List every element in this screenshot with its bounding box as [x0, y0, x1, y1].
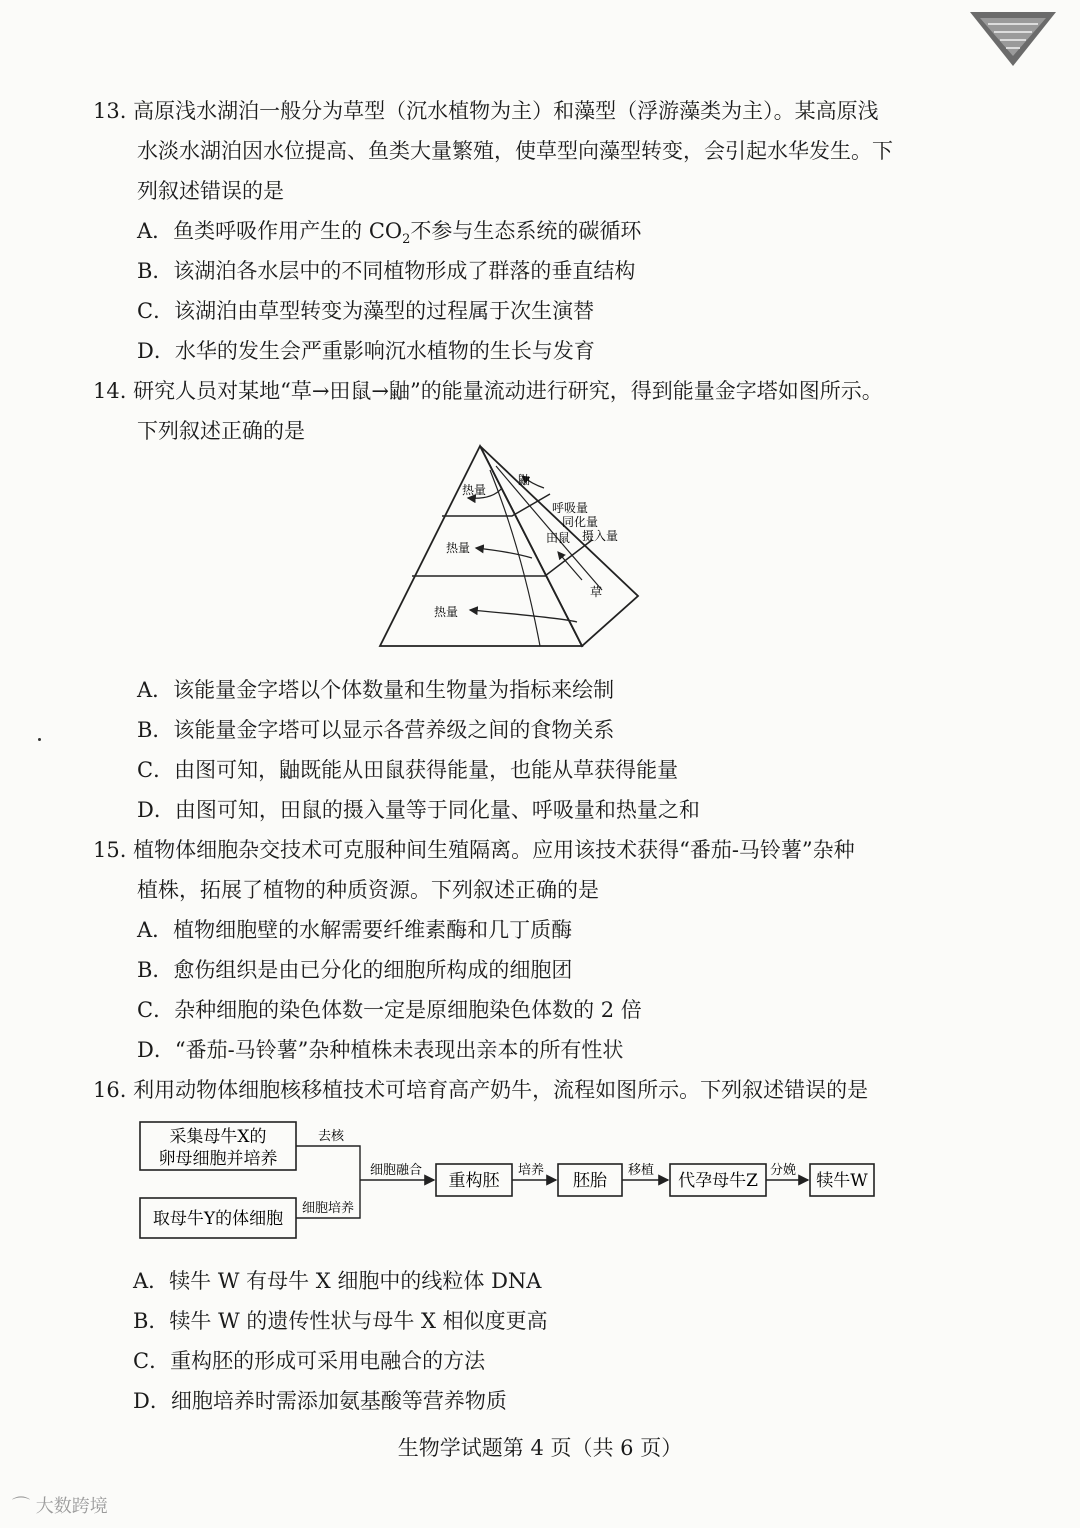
enucleate-label: 去核 — [318, 1129, 345, 1144]
q13-option-d: D．水华的发生会严重影响沉水植物的生长与发育 — [137, 339, 595, 363]
corner-logo — [968, 10, 1058, 70]
embryo-text: 胚胎 — [573, 1171, 607, 1191]
q16-option-a: A．犊牛 W 有母牛 X 细胞中的线粒体 DNA — [133, 1269, 542, 1293]
q13-stem-line2: 水淡水湖泊因水位提高、鱼类大量繁殖，使草型向藻型转变，会引起水华发生。下 — [137, 139, 893, 163]
q15-option-c: C．杂种细胞的染色体数一定是原细胞染色体数的 2 倍 — [137, 998, 642, 1022]
brand-icon: ⌒ — [12, 1496, 30, 1517]
q14-option-a: A．该能量金字塔以个体数量和生物量为指标来绘制 — [137, 678, 615, 702]
brand-watermark: ⌒ 大数跨境 — [12, 1496, 108, 1517]
box2-text: 取母牛Y的体细胞 — [152, 1209, 284, 1229]
cultivate-label: 培养 — [518, 1163, 545, 1178]
q15-number: 15. — [93, 838, 127, 862]
q14-number: 14. — [93, 379, 127, 403]
q14-stem-line1: 14. 研究人员对某地“草→田鼠→鼬”的能量流动进行研究，得到能量金字塔如图所示。 — [93, 376, 883, 406]
stray-dot — [38, 738, 41, 741]
q13-option-a: A．鱼类呼吸作用产生的 $CO_2$不参与生态系统的碳循环 — [137, 219, 642, 248]
transplant-label: 移植 — [628, 1163, 655, 1178]
q14-option-c: C．由图可知，鼬既能从田鼠获得能量，也能从草获得能量 — [137, 758, 679, 782]
intake-label: 摄入量 — [582, 529, 619, 543]
cell-fusion-label: 细胞融合 — [370, 1163, 423, 1178]
q16-stem-line1: 16. 利用动物体细胞核移植技术可培育高产奶牛，流程如图所示。下列叙述错误的是 — [93, 1075, 868, 1105]
weasel-label: 鼬 — [518, 473, 531, 487]
q15-stem-line1: 15. 植物体细胞杂交技术可克服种间生殖隔离。应用该技术获得“番茄-马铃薯”杂种 — [93, 835, 855, 865]
reconstructed-embryo-text: 重构胚 — [448, 1171, 500, 1191]
page-footer: 生物学试题第 4 页（共 6 页） — [397, 1436, 683, 1460]
energy-pyramid-figure — [372, 440, 644, 654]
q13-number: 13. — [93, 99, 127, 123]
q15-option-d: D．“番茄-马铃薯”杂种植株未表现出亲本的所有性状 — [137, 1038, 624, 1062]
q13-option-c: C．该湖泊由草型转变为藻型的过程属于次生演替 — [137, 299, 595, 323]
vole-label: 田鼠 — [546, 531, 571, 545]
heat-label-bottom: 热量 — [434, 605, 459, 619]
q13-stem-line3: 列叙述错误的是 — [137, 179, 284, 203]
q14-stem-line2: 下列叙述正确的是 — [137, 419, 305, 443]
q16-option-c: C．重构胚的形成可采用电融合的方法 — [133, 1349, 486, 1373]
q15-option-a: A．植物细胞壁的水解需要纤维素酶和几丁质酶 — [137, 918, 573, 942]
heat-label-top: 热量 — [462, 483, 487, 497]
q16-option-d: D．细胞培养时需添加氨基酸等营养物质 — [133, 1389, 507, 1413]
box1-text-line2: 卵母细胞并培养 — [158, 1149, 278, 1169]
q13-stem-line1: 13. 高原浅水湖泊一般分为草型（沉水植物为主）和藻型（浮游藻类为主）。某高原浅 — [93, 96, 879, 126]
nuclear-transfer-flowchart — [130, 1118, 880, 1248]
grass-label: 草 — [590, 585, 603, 599]
calf-text: 犊牛W — [816, 1171, 868, 1191]
q15-option-b: B．愈伤组织是由已分化的细胞所构成的细胞团 — [137, 958, 573, 982]
assimilation-label: 同化量 — [562, 515, 599, 529]
birth-label: 分娩 — [770, 1163, 797, 1178]
q13-option-b: B．该湖泊各水层中的不同植物形成了群落的垂直结构 — [137, 259, 636, 283]
cell-culture-label: 细胞培养 — [302, 1201, 355, 1216]
q16-option-b: B．犊牛 W 的遗传性状与母牛 X 相似度更高 — [133, 1309, 548, 1333]
q14-option-d: D．由图可知，田鼠的摄入量等于同化量、呼吸量和热量之和 — [137, 798, 700, 822]
q14-option-b: B．该能量金字塔可以显示各营养级之间的食物关系 — [137, 718, 615, 742]
q16-number: 16. — [93, 1078, 127, 1102]
heat-label-middle: 热量 — [446, 541, 471, 555]
surrogate-text: 代孕母牛Z — [678, 1171, 758, 1191]
respiration-label: 呼吸量 — [552, 501, 589, 515]
q15-stem-line2: 植株，拓展了植物的种质资源。下列叙述正确的是 — [137, 878, 599, 902]
box1-text-line1: 采集母牛X的 — [169, 1127, 267, 1147]
